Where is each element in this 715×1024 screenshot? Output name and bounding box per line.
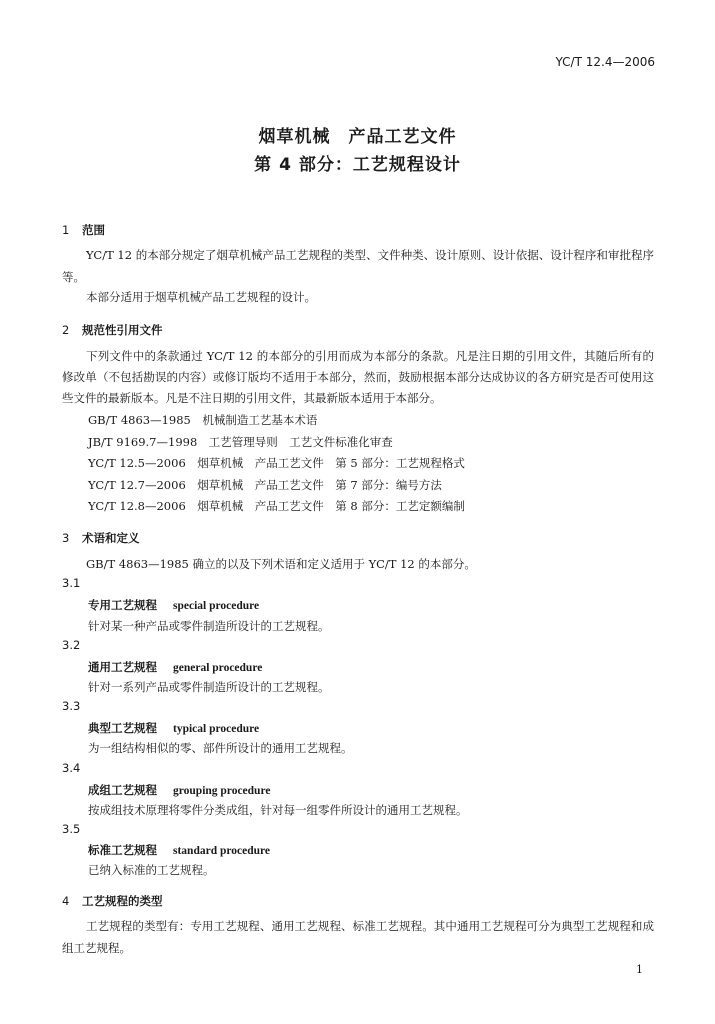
term-definition: 针对某一种产品或零件制造所设计的工艺规程。 xyxy=(88,619,330,633)
term-definition: 按成组技术原理将零件分类成组，针对每一组零件所设计的通用工艺规程。 xyxy=(88,803,468,817)
section-title: 术语和定义 xyxy=(82,531,140,545)
section-number: 3 xyxy=(62,531,70,545)
term-heading xyxy=(88,842,270,858)
term-number: 3.4 xyxy=(62,761,81,775)
term-chinese: 通用工艺规程 xyxy=(88,660,157,674)
term-heading xyxy=(88,659,262,675)
term-definition: 针对一系列产品或零件制造所设计的工艺规程。 xyxy=(88,680,330,694)
term-number: 3.5 xyxy=(62,822,81,836)
section-title: 范围 xyxy=(82,223,105,237)
normative-reference: JB/T 9169.7—1998 工艺管理导则 工艺文件标准化审查 xyxy=(88,435,393,449)
term-chinese: 典型工艺规程 xyxy=(88,721,157,735)
section-4-heading xyxy=(62,893,163,909)
normative-reference: YC/T 12.5—2006 烟草机械 产品工艺文件 第 5 部分：工艺规程格式 xyxy=(88,456,465,470)
term-heading xyxy=(88,597,259,613)
section-4-paragraph-1: 工艺规程的类型有：专用工艺规程、通用工艺规程、标准工艺规程。其中通用工艺规程可分为典型工艺规程和成组工艺规程。 xyxy=(62,919,654,955)
normative-reference: YC/T 12.8—2006 烟草机械 产品工艺文件 第 8 部分：工艺定额编制 xyxy=(88,499,465,513)
section-2-heading xyxy=(62,322,163,338)
term-english: grouping procedure xyxy=(173,785,271,797)
term-english: special procedure xyxy=(173,600,260,612)
normative-reference: GB/T 4863—1985 机械制造工艺基本术语 xyxy=(88,413,318,427)
normative-reference: YC/T 12.7—2006 烟草机械 产品工艺文件 第 7 部分：编号方法 xyxy=(88,478,442,492)
section-1-paragraph-1: YC/T 12 的本部分规定了烟草机械产品工艺规程的类型、文件种类、设计原则、设计依据、设计程序和审批程序等。 xyxy=(62,248,654,284)
page-number: 1 xyxy=(636,963,643,976)
document-title-line1: 烟草机械 产品工艺文件 xyxy=(258,127,457,147)
document-title-line2: 第 4 部分：工艺规程设计 xyxy=(254,155,461,175)
term-number: 3.3 xyxy=(62,699,81,713)
document-code: YC/T 12.4—2006 xyxy=(555,55,655,69)
term-definition: 已纳入标准的工艺规程。 xyxy=(88,863,215,877)
term-english: general procedure xyxy=(173,662,263,674)
term-heading xyxy=(88,720,259,736)
section-title: 工艺规程的类型 xyxy=(82,894,163,908)
term-number: 3.1 xyxy=(62,576,81,590)
term-english: standard procedure xyxy=(173,845,271,857)
term-number: 3.2 xyxy=(62,638,81,652)
term-chinese: 标准工艺规程 xyxy=(88,843,157,857)
term-chinese: 成组工艺规程 xyxy=(88,783,157,797)
section-1-paragraph-2: 本部分适用于烟草机械产品工艺规程的设计。 xyxy=(86,290,316,304)
section-number: 2 xyxy=(62,323,70,337)
section-3-paragraph-1: GB/T 4863—1985 确立的以及下列术语和定义适用于 YC/T 12 的本部分。 xyxy=(86,557,476,571)
section-2-paragraph-1: 下列文件中的条款通过 YC/T 12 的本部分的引用而成为本部分的条款。凡是注日期的引用文件，其随后所有的修改单（不包括勘误的内容）或修订版均不适用于本部分，然而，鼓励根据本部分达成协议的各方研究是否可使用这些文件的最新版本。凡是不注日期的引用文件，其最新版本适用于本部分。 xyxy=(62,349,654,405)
section-title: 规范性引用文件 xyxy=(82,323,163,337)
term-definition: 为一组结构相似的零、部件所设计的通用工艺规程。 xyxy=(88,741,353,755)
term-english: typical procedure xyxy=(173,723,260,735)
term-heading xyxy=(88,782,270,798)
section-number: 4 xyxy=(62,894,70,908)
section-1-heading xyxy=(62,222,105,238)
section-number: 1 xyxy=(62,223,70,237)
section-3-heading xyxy=(62,530,140,546)
term-chinese: 专用工艺规程 xyxy=(88,598,157,612)
